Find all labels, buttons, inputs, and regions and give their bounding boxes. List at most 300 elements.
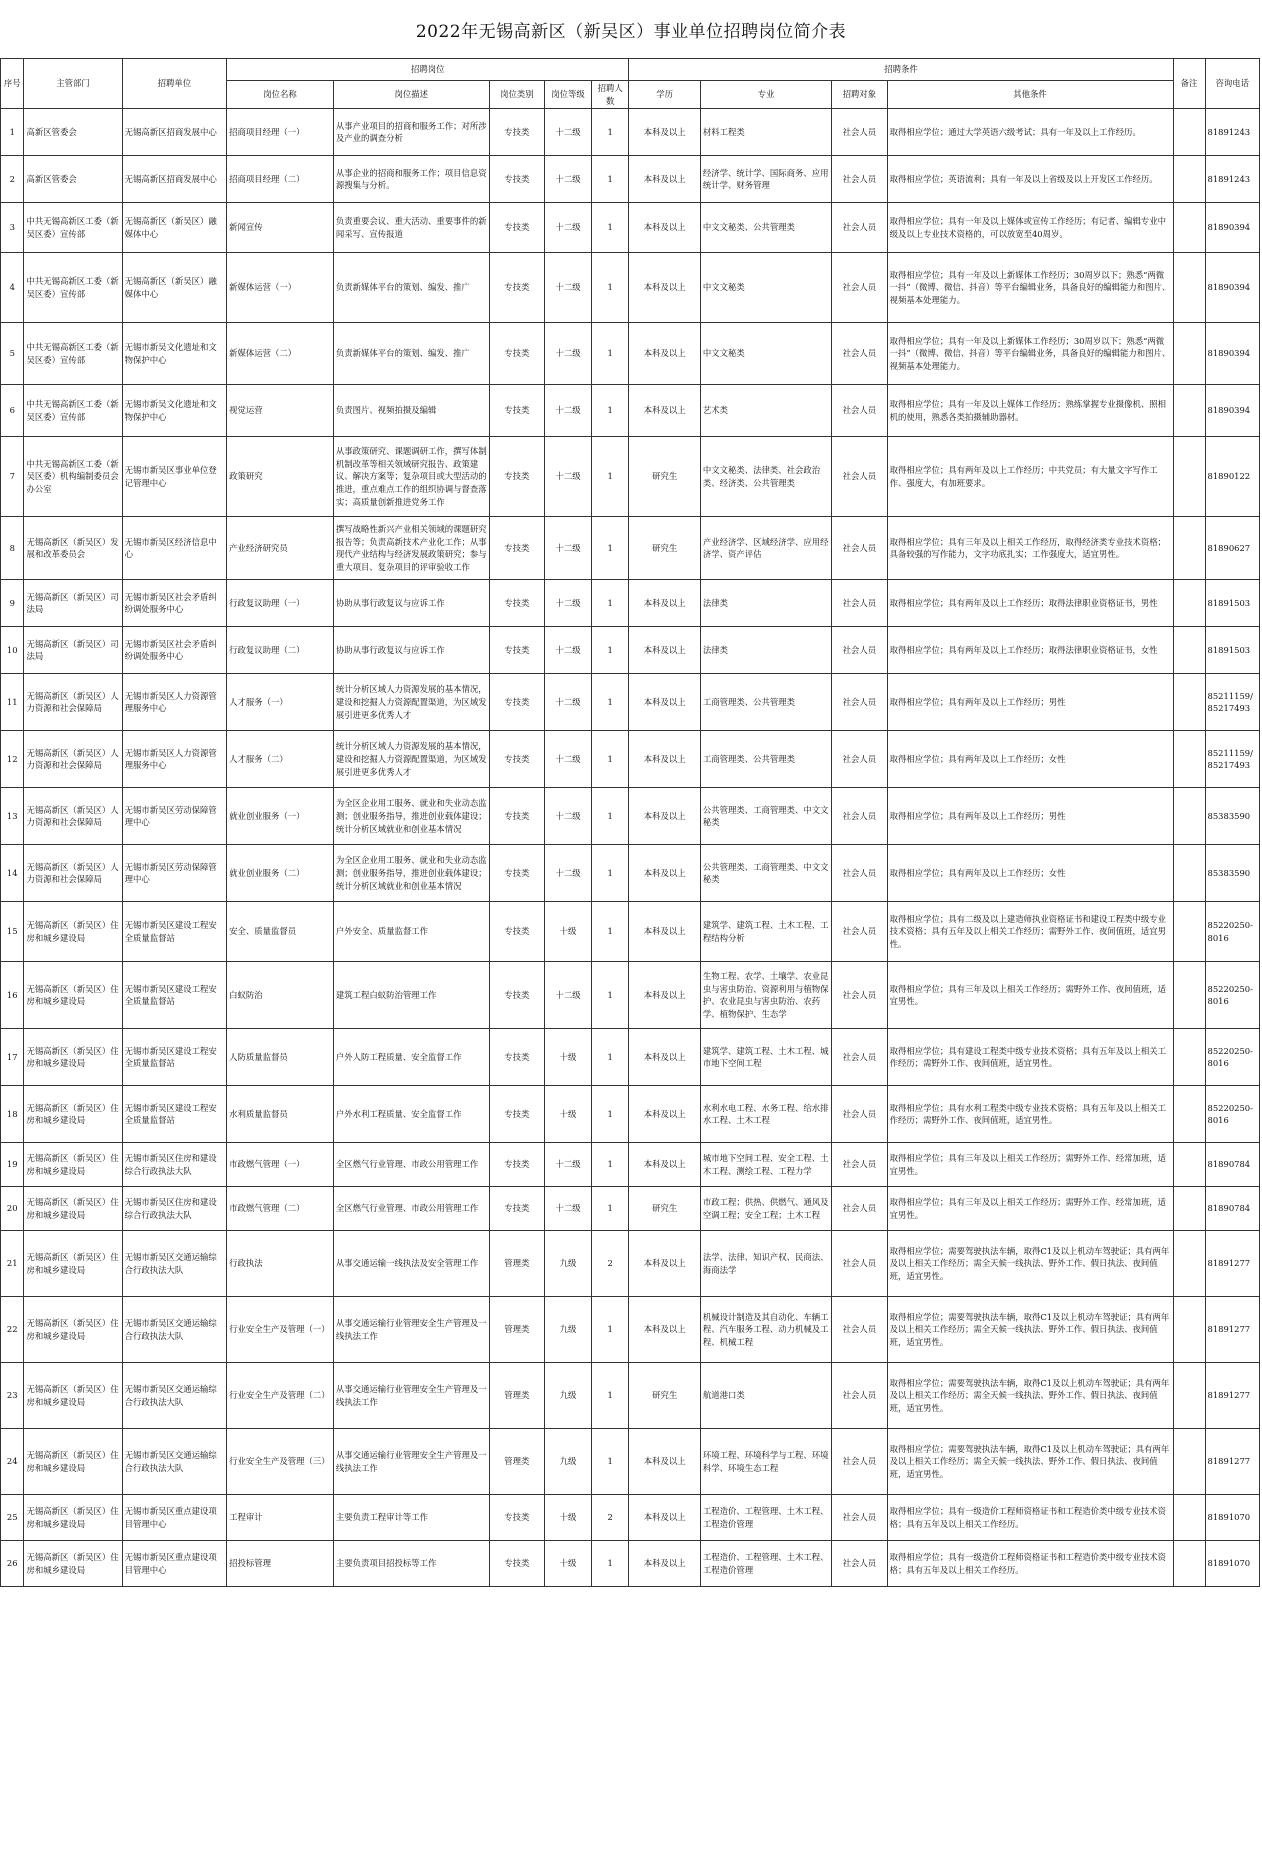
cell-remark xyxy=(1173,1495,1205,1541)
cell-remark xyxy=(1173,1187,1205,1231)
cell-target: 社会人员 xyxy=(832,962,887,1029)
cell-post-level: 十二级 xyxy=(545,845,592,902)
cell-target: 社会人员 xyxy=(832,109,887,156)
table-row xyxy=(1,437,1260,517)
cell-other: 取得相应学位；具有建设工程类中级专业技术资格；具有五年及以上相关工作经历；需野外工作、夜间值班，适宜男性。 xyxy=(887,1029,1173,1086)
cell-post-name: 工程审计 xyxy=(227,1495,334,1541)
cell-post-desc: 户外安全、质量监督工作 xyxy=(333,902,489,962)
cell-count: 1 xyxy=(592,580,629,627)
cell-dept: 无锡高新区（新吴区）发展和改革委员会 xyxy=(24,517,122,580)
cell-target: 社会人员 xyxy=(832,156,887,203)
cell-major: 法律类 xyxy=(700,580,831,627)
table-row xyxy=(1,385,1260,437)
cell-phone: 85211159/85217493 xyxy=(1205,674,1260,731)
cell-dept: 无锡高新区（新吴区）司法局 xyxy=(24,627,122,674)
cell-post-name: 人才服务（一） xyxy=(227,674,334,731)
header-major: 专业 xyxy=(700,81,831,109)
cell-dept: 无锡高新区（新吴区）住房和城乡建设局 xyxy=(24,902,122,962)
cell-post-desc: 从事交通运输行业管理安全生产管理及一线执法工作 xyxy=(333,1297,489,1363)
table-row xyxy=(1,156,1260,203)
cell-dept: 高新区管委会 xyxy=(24,156,122,203)
cell-post-desc: 从事交通运输行业管理安全生产管理及一线执法工作 xyxy=(333,1429,489,1495)
cell-seq: 8 xyxy=(1,517,24,580)
cell-post-type: 专技类 xyxy=(489,253,544,323)
cell-seq: 21 xyxy=(1,1231,24,1297)
cell-dept: 高新区管委会 xyxy=(24,109,122,156)
cell-phone: 81890394 xyxy=(1205,203,1260,253)
cell-edu: 本科及以上 xyxy=(629,902,700,962)
cell-count: 1 xyxy=(592,517,629,580)
table-row xyxy=(1,1429,1260,1495)
cell-target: 社会人员 xyxy=(832,731,887,788)
header-post-level: 岗位等级 xyxy=(545,81,592,109)
cell-post-desc: 从事交通运输行业管理安全生产管理及一线执法工作 xyxy=(333,1363,489,1429)
cell-dept: 无锡高新区（新吴区）司法局 xyxy=(24,580,122,627)
cell-post-type: 管理类 xyxy=(489,1429,544,1495)
cell-post-level: 十二级 xyxy=(545,203,592,253)
cell-remark xyxy=(1173,1086,1205,1143)
cell-post-level: 十二级 xyxy=(545,627,592,674)
cell-post-desc: 为全区企业用工服务、就业和失业动态监测；创业服务指导，推进创业载体建设；统计分析区域就业和创业基本情况 xyxy=(333,788,489,845)
cell-target: 社会人员 xyxy=(832,1029,887,1086)
cell-target: 社会人员 xyxy=(832,1231,887,1297)
cell-count: 1 xyxy=(592,962,629,1029)
cell-major: 水利水电工程、水务工程、给水排水工程、土木工程 xyxy=(700,1086,831,1143)
cell-other: 取得相应学位；具有两年及以上工作经历；女性 xyxy=(887,731,1173,788)
cell-phone: 81890627 xyxy=(1205,517,1260,580)
cell-post-desc: 从事企业的招商和服务工作；项目信息资源搜集与分析。 xyxy=(333,156,489,203)
cell-edu: 本科及以上 xyxy=(629,845,700,902)
cell-unit: 无锡市新吴区劳动保障管理中心 xyxy=(122,788,227,845)
cell-other: 取得相应学位；英语流利；具有一年及以上省级及以上开发区工作经历。 xyxy=(887,156,1173,203)
cell-post-desc: 统计分析区域人力资源发展的基本情况，建设和挖掘人力资源配置渠道，为区域发展引进更多优秀人才 xyxy=(333,731,489,788)
cell-post-desc: 为全区企业用工服务、就业和失业动态监测；创业服务指导，推进创业载体建设；统计分析区域就业和创业基本情况 xyxy=(333,845,489,902)
cell-target: 社会人员 xyxy=(832,1363,887,1429)
cell-target: 社会人员 xyxy=(832,385,887,437)
cell-edu: 本科及以上 xyxy=(629,962,700,1029)
table-row xyxy=(1,1363,1260,1429)
cell-phone: 81891243 xyxy=(1205,109,1260,156)
cell-count: 1 xyxy=(592,1187,629,1231)
cell-post-desc: 从事交通运输一线执法及安全管理工作 xyxy=(333,1231,489,1297)
cell-major: 生物工程、农学、土壤学、农业昆虫与害虫防治、资源利用与植物保护、农业昆虫与害虫防治、农药学、植物保护、生态学 xyxy=(700,962,831,1029)
cell-major: 公共管理类、工商管理类、中文文秘类 xyxy=(700,788,831,845)
cell-post-level: 十二级 xyxy=(545,788,592,845)
header-phone: 咨询电话 xyxy=(1205,59,1260,109)
cell-seq: 18 xyxy=(1,1086,24,1143)
cell-major: 工商管理类、公共管理类 xyxy=(700,674,831,731)
table-row xyxy=(1,1029,1260,1086)
cell-post-type: 专技类 xyxy=(489,1541,544,1587)
cell-edu: 本科及以上 xyxy=(629,731,700,788)
cell-post-name: 政策研究 xyxy=(227,437,334,517)
cell-post-type: 专技类 xyxy=(489,385,544,437)
cell-post-name: 人防质量监督员 xyxy=(227,1029,334,1086)
cell-post-type: 专技类 xyxy=(489,517,544,580)
header-seq: 序号 xyxy=(1,59,24,109)
cell-target: 社会人员 xyxy=(832,788,887,845)
cell-other: 取得相应学位；需要驾驶执法车辆，取得C1及以上机动车驾驶证；具有两年及以上相关工作经历；需全天候一线执法、野外工作、假日执法、夜间值班，适宜男性。 xyxy=(887,1429,1173,1495)
cell-post-type: 专技类 xyxy=(489,580,544,627)
cell-target: 社会人员 xyxy=(832,1297,887,1363)
header-edu: 学历 xyxy=(629,81,700,109)
cell-unit: 无锡市新吴区交通运输综合行政执法大队 xyxy=(122,1297,227,1363)
cell-other: 取得相应学位；具有两年及以上工作经历；男性 xyxy=(887,674,1173,731)
header-row-group xyxy=(1,59,1260,81)
cell-major: 建筑学、建筑工程、土木工程、城市地下空间工程 xyxy=(700,1029,831,1086)
cell-major: 公共管理类、工商管理类、中文文秘类 xyxy=(700,845,831,902)
cell-major: 机械设计制造及其自动化、车辆工程、汽车服务工程、动力机械及工程、机械工程 xyxy=(700,1297,831,1363)
cell-unit: 无锡市新吴区建设工程安全质量监督站 xyxy=(122,902,227,962)
cell-post-type: 管理类 xyxy=(489,1297,544,1363)
cell-target: 社会人员 xyxy=(832,580,887,627)
cell-major: 工程造价、工程管理、土木工程、工程造价管理 xyxy=(700,1541,831,1587)
table-body xyxy=(1,109,1260,1587)
cell-post-desc: 负责图片、视频拍摄及编辑 xyxy=(333,385,489,437)
cell-post-type: 专技类 xyxy=(489,1143,544,1187)
cell-remark xyxy=(1173,1231,1205,1297)
cell-seq: 12 xyxy=(1,731,24,788)
cell-seq: 19 xyxy=(1,1143,24,1187)
cell-post-name: 行业安全生产及管理（二） xyxy=(227,1363,334,1429)
cell-edu: 研究生 xyxy=(629,1187,700,1231)
cell-post-name: 就业创业服务（一） xyxy=(227,788,334,845)
cell-target: 社会人员 xyxy=(832,1086,887,1143)
cell-phone: 81891243 xyxy=(1205,156,1260,203)
cell-dept: 无锡高新区（新吴区）住房和城乡建设局 xyxy=(24,1541,122,1587)
cell-target: 社会人员 xyxy=(832,437,887,517)
cell-dept: 中共无锡高新区工委（新吴区委）宣传部 xyxy=(24,203,122,253)
cell-post-desc: 撰写战略性新兴产业相关领域的课题研究报告等；负责高新技术产业化工作；从事现代产业结构与经济发展政策研究；参与重大项目、复杂项目的评审验收工作 xyxy=(333,517,489,580)
cell-major: 中文文秘类、法律类、社会政治类、经济类、公共管理类 xyxy=(700,437,831,517)
cell-post-type: 专技类 xyxy=(489,962,544,1029)
cell-count: 1 xyxy=(592,788,629,845)
cell-remark xyxy=(1173,1363,1205,1429)
table-row xyxy=(1,627,1260,674)
cell-post-name: 市政燃气管理（二） xyxy=(227,1187,334,1231)
cell-remark xyxy=(1173,156,1205,203)
cell-phone: 81891503 xyxy=(1205,580,1260,627)
cell-count: 1 xyxy=(592,1143,629,1187)
cell-post-type: 专技类 xyxy=(489,674,544,731)
cell-target: 社会人员 xyxy=(832,1495,887,1541)
cell-target: 社会人员 xyxy=(832,627,887,674)
cell-seq: 4 xyxy=(1,253,24,323)
cell-edu: 本科及以上 xyxy=(629,674,700,731)
cell-other: 取得相应学位；具有一年及以上媒体或宣传工作经历；有记者、编辑专业中级及以上专业技术资格的，可以放宽至40周岁。 xyxy=(887,203,1173,253)
cell-post-desc: 主要负责工程审计等工作 xyxy=(333,1495,489,1541)
cell-post-level: 十二级 xyxy=(545,674,592,731)
cell-seq: 22 xyxy=(1,1297,24,1363)
header-remark: 备注 xyxy=(1173,59,1205,109)
table-row xyxy=(1,109,1260,156)
cell-dept: 无锡高新区（新吴区）人力资源和社会保障局 xyxy=(24,788,122,845)
page-title: 2022年无锡高新区（新吴区）事业单位招聘岗位简介表 xyxy=(415,21,847,42)
cell-edu: 本科及以上 xyxy=(629,580,700,627)
cell-major: 航道港口类 xyxy=(700,1363,831,1429)
cell-unit: 无锡市新吴区建设工程安全质量监督站 xyxy=(122,962,227,1029)
cell-phone: 81891277 xyxy=(1205,1231,1260,1297)
cell-seq: 17 xyxy=(1,1029,24,1086)
cell-remark xyxy=(1173,1143,1205,1187)
cell-post-desc: 全区燃气行业管理、市政公用管理工作 xyxy=(333,1187,489,1231)
cell-edu: 本科及以上 xyxy=(629,156,700,203)
cell-unit: 无锡市新吴区劳动保障管理中心 xyxy=(122,845,227,902)
cell-dept: 无锡高新区（新吴区）人力资源和社会保障局 xyxy=(24,674,122,731)
recruitment-table xyxy=(0,58,1260,1587)
table-row xyxy=(1,1143,1260,1187)
cell-post-type: 专技类 xyxy=(489,627,544,674)
cell-seq: 20 xyxy=(1,1187,24,1231)
cell-phone: 81890122 xyxy=(1205,437,1260,517)
cell-remark xyxy=(1173,902,1205,962)
cell-unit: 无锡市新吴区经济信息中心 xyxy=(122,517,227,580)
cell-other: 取得相应学位；通过大学英语六级考试；具有一年及以上工作经历。 xyxy=(887,109,1173,156)
cell-remark xyxy=(1173,385,1205,437)
cell-seq: 23 xyxy=(1,1363,24,1429)
cell-remark xyxy=(1173,580,1205,627)
cell-post-type: 专技类 xyxy=(489,1029,544,1086)
cell-post-desc: 从事政策研究、课题调研工作，撰写体制机制改革等相关领域研究报告、政策建议、解决方案等；复杂项目或大型活动的推进，重点难点工作的组织协调与督查落实；高质量创新推进党务工作 xyxy=(333,437,489,517)
cell-count: 1 xyxy=(592,731,629,788)
cell-phone: 81891277 xyxy=(1205,1429,1260,1495)
cell-other: 取得相应学位；具有两年及以上工作经历；中共党员；有大量文字写作工作、强度大，有加班要求。 xyxy=(887,437,1173,517)
cell-post-name: 行政复议助理（二） xyxy=(227,627,334,674)
cell-remark xyxy=(1173,1029,1205,1086)
cell-dept: 无锡高新区（新吴区）住房和城乡建设局 xyxy=(24,1086,122,1143)
cell-remark xyxy=(1173,1297,1205,1363)
cell-post-level: 十级 xyxy=(545,1086,592,1143)
cell-unit: 无锡高新区招商发展中心 xyxy=(122,156,227,203)
table-row xyxy=(1,674,1260,731)
cell-count: 1 xyxy=(592,385,629,437)
cell-seq: 15 xyxy=(1,902,24,962)
cell-edu: 本科及以上 xyxy=(629,253,700,323)
cell-post-type: 专技类 xyxy=(489,323,544,385)
cell-count: 1 xyxy=(592,902,629,962)
cell-post-name: 行业安全生产及管理（三） xyxy=(227,1429,334,1495)
cell-post-type: 专技类 xyxy=(489,1086,544,1143)
cell-remark xyxy=(1173,674,1205,731)
cell-post-desc: 从事产业项目的招商和服务工作；对所涉及产业的调查分析 xyxy=(333,109,489,156)
cell-post-type: 专技类 xyxy=(489,203,544,253)
header-post-desc: 岗位描述 xyxy=(333,81,489,109)
cell-count: 1 xyxy=(592,437,629,517)
cell-other: 取得相应学位；具有两年及以上工作经历；女性 xyxy=(887,845,1173,902)
cell-post-level: 十级 xyxy=(545,1495,592,1541)
table-row xyxy=(1,517,1260,580)
cell-edu: 本科及以上 xyxy=(629,1429,700,1495)
cell-other: 取得相应学位；需要驾驶执法车辆，取得C1及以上机动车驾驶证；具有两年及以上相关工作经历；需全天候一线执法、野外工作、假日执法、夜间值班，适宜男性。 xyxy=(887,1363,1173,1429)
cell-major: 工商管理类、公共管理类 xyxy=(700,731,831,788)
cell-post-level: 九级 xyxy=(545,1297,592,1363)
header-unit: 招聘单位 xyxy=(122,59,227,109)
cell-unit: 无锡市新吴区事业单位登记管理中心 xyxy=(122,437,227,517)
cell-major: 经济学、统计学、国际商务、应用统计学、财务管理 xyxy=(700,156,831,203)
cell-count: 1 xyxy=(592,1029,629,1086)
cell-other: 取得相应学位；具有一级造价工程师资格证书和工程造价类中级专业技术资格；具有五年及以上相关工作经历。 xyxy=(887,1541,1173,1587)
cell-other: 取得相应学位；具有一年及以上新媒体工作经历；30周岁以下；熟悉“两微一抖”（微博、微信、抖音）等平台编辑业务，具备良好的编辑能力和图片、视频基本处理能力。 xyxy=(887,323,1173,385)
cell-post-name: 行政执法 xyxy=(227,1231,334,1297)
cell-dept: 无锡高新区（新吴区）住房和城乡建设局 xyxy=(24,1297,122,1363)
cell-other: 取得相应学位；具有一级造价工程师资格证书和工程造价类中级专业技术资格；具有五年及以上相关工作经历。 xyxy=(887,1495,1173,1541)
cell-edu: 本科及以上 xyxy=(629,1495,700,1541)
cell-phone: 81890784 xyxy=(1205,1143,1260,1187)
cell-unit: 无锡市新吴区人力资源管理服务中心 xyxy=(122,731,227,788)
cell-post-name: 招商项目经理（二） xyxy=(227,156,334,203)
cell-phone: 81891503 xyxy=(1205,627,1260,674)
cell-dept: 中共无锡高新区工委（新吴区委）宣传部 xyxy=(24,385,122,437)
cell-seq: 14 xyxy=(1,845,24,902)
cell-seq: 5 xyxy=(1,323,24,385)
cell-other: 取得相应学位；具有两年及以上工作经历；男性 xyxy=(887,788,1173,845)
cell-phone: 85383590 xyxy=(1205,788,1260,845)
cell-post-level: 十二级 xyxy=(545,962,592,1029)
cell-target: 社会人员 xyxy=(832,203,887,253)
table-row xyxy=(1,1086,1260,1143)
cell-dept: 无锡高新区（新吴区）住房和城乡建设局 xyxy=(24,1187,122,1231)
cell-count: 1 xyxy=(592,845,629,902)
table-row xyxy=(1,1541,1260,1587)
cell-major: 法律类 xyxy=(700,627,831,674)
cell-major: 法学、法律、知识产权、民商法、海商法学 xyxy=(700,1231,831,1297)
cell-post-level: 十二级 xyxy=(545,323,592,385)
cell-phone: 85220250-8016 xyxy=(1205,902,1260,962)
cell-other: 取得相应学位；具有三年及以上相关工作经历；需野外工作、经常加班，适宜男性。 xyxy=(887,1187,1173,1231)
cell-seq: 16 xyxy=(1,962,24,1029)
cell-unit: 无锡市新吴区重点建设项目管理中心 xyxy=(122,1541,227,1587)
cell-other: 取得相应学位；具有三年及以上相关工作经历，取得经济类专业技术资格；具备较强的写作能力，文字功底扎实；工作强度大，适宜男性。 xyxy=(887,517,1173,580)
cell-post-desc: 协助从事行政复议与应诉工作 xyxy=(333,580,489,627)
cell-dept: 无锡高新区（新吴区）住房和城乡建设局 xyxy=(24,1495,122,1541)
table-row xyxy=(1,962,1260,1029)
cell-phone: 81890784 xyxy=(1205,1187,1260,1231)
cell-post-type: 专技类 xyxy=(489,1495,544,1541)
cell-seq: 24 xyxy=(1,1429,24,1495)
cell-post-name: 新闻宣传 xyxy=(227,203,334,253)
cell-target: 社会人员 xyxy=(832,902,887,962)
cell-post-name: 市政燃气管理（一） xyxy=(227,1143,334,1187)
cell-major: 环境工程、环境科学与工程、环境科学、环境生态工程 xyxy=(700,1429,831,1495)
cell-dept: 无锡高新区（新吴区）人力资源和社会保障局 xyxy=(24,731,122,788)
cell-remark xyxy=(1173,437,1205,517)
cell-phone: 81890394 xyxy=(1205,323,1260,385)
cell-post-desc: 全区燃气行业管理、市政公用管理工作 xyxy=(333,1143,489,1187)
cell-phone: 81891277 xyxy=(1205,1297,1260,1363)
cell-unit: 无锡高新区（新吴区）融媒体中心 xyxy=(122,253,227,323)
table-row xyxy=(1,845,1260,902)
cell-target: 社会人员 xyxy=(832,517,887,580)
cell-post-type: 专技类 xyxy=(489,845,544,902)
header-post-group: 招聘岗位 xyxy=(227,59,629,81)
cell-other: 取得相应学位；具有两年及以上工作经历；取得法律职业资格证书，女性 xyxy=(887,627,1173,674)
cell-post-name: 视觉运营 xyxy=(227,385,334,437)
cell-dept: 无锡高新区（新吴区）住房和城乡建设局 xyxy=(24,1143,122,1187)
cell-unit: 无锡市新吴区建设工程安全质量监督站 xyxy=(122,1086,227,1143)
cell-phone: 85220250-8016 xyxy=(1205,1086,1260,1143)
cell-post-desc: 负责新媒体平台的策划、编发、推广 xyxy=(333,253,489,323)
cell-post-name: 行业安全生产及管理（一） xyxy=(227,1297,334,1363)
cell-post-level: 十二级 xyxy=(545,1143,592,1187)
cell-seq: 13 xyxy=(1,788,24,845)
cell-remark xyxy=(1173,731,1205,788)
cell-dept: 无锡高新区（新吴区）住房和城乡建设局 xyxy=(24,1429,122,1495)
cell-post-desc: 负责新媒体平台的策划、编发、推广 xyxy=(333,323,489,385)
cell-post-level: 十二级 xyxy=(545,731,592,788)
cell-count: 1 xyxy=(592,1541,629,1587)
cell-seq: 3 xyxy=(1,203,24,253)
cell-phone: 81891070 xyxy=(1205,1541,1260,1587)
table-row xyxy=(1,1187,1260,1231)
cell-major: 中文文秘类 xyxy=(700,323,831,385)
cell-post-name: 新媒体运营（一） xyxy=(227,253,334,323)
cell-post-type: 管理类 xyxy=(489,1363,544,1429)
cell-post-desc: 建筑工程白蚁防治管理工作 xyxy=(333,962,489,1029)
cell-unit: 无锡市新吴区社会矛盾纠纷调处服务中心 xyxy=(122,580,227,627)
cell-edu: 本科及以上 xyxy=(629,1541,700,1587)
cell-remark xyxy=(1173,203,1205,253)
cell-other: 取得相应学位；具有一年及以上媒体工作经历；熟练掌握专业摄像机、照相机的使用，熟悉各类拍摄辅助器材。 xyxy=(887,385,1173,437)
cell-post-name: 安全、质量监督员 xyxy=(227,902,334,962)
cell-target: 社会人员 xyxy=(832,323,887,385)
cell-post-type: 专技类 xyxy=(489,902,544,962)
cell-phone: 81891070 xyxy=(1205,1495,1260,1541)
cell-post-name: 新媒体运营（二） xyxy=(227,323,334,385)
table-row xyxy=(1,902,1260,962)
cell-phone: 85211159/85217493 xyxy=(1205,731,1260,788)
cell-target: 社会人员 xyxy=(832,1429,887,1495)
cell-target: 社会人员 xyxy=(832,1143,887,1187)
cell-seq: 25 xyxy=(1,1495,24,1541)
cell-target: 社会人员 xyxy=(832,1187,887,1231)
cell-other: 取得相应学位；具有一年及以上新媒体工作经历；30周岁以下；熟悉“两微一抖”（微博、微信、抖音）等平台编辑业务，具备良好的编辑能力和图片、视频基本处理能力。 xyxy=(887,253,1173,323)
cell-edu: 本科及以上 xyxy=(629,109,700,156)
cell-post-level: 十二级 xyxy=(545,580,592,627)
cell-major: 产业经济学、区域经济学、应用经济学、资产评估 xyxy=(700,517,831,580)
cell-count: 2 xyxy=(592,1495,629,1541)
cell-other: 取得相应学位；具有三年及以上相关工作经历；需野外工作、夜间值班，适宜男性。 xyxy=(887,962,1173,1029)
cell-phone: 85220250-8016 xyxy=(1205,1029,1260,1086)
cell-seq: 9 xyxy=(1,580,24,627)
cell-remark xyxy=(1173,323,1205,385)
cell-seq: 26 xyxy=(1,1541,24,1587)
cell-count: 1 xyxy=(592,156,629,203)
cell-edu: 本科及以上 xyxy=(629,1086,700,1143)
cell-major: 艺术类 xyxy=(700,385,831,437)
cell-other: 取得相应学位；具有三年及以上相关工作经历；需野外工作、经常加班，适宜男性。 xyxy=(887,1143,1173,1187)
table-row xyxy=(1,203,1260,253)
cell-phone: 85220250-8016 xyxy=(1205,962,1260,1029)
cell-post-name: 招商项目经理（一） xyxy=(227,109,334,156)
cell-phone: 81891277 xyxy=(1205,1363,1260,1429)
cell-unit: 无锡市新吴区交通运输综合行政执法大队 xyxy=(122,1231,227,1297)
cell-other: 取得相应学位；具有二级及以上建造师执业资格证书和建设工程类中级专业技术资格；具有五年及以上相关工作经历；需野外工作、夜间值班，适宜男性。 xyxy=(887,902,1173,962)
cell-unit: 无锡市新吴区人力资源管理服务中心 xyxy=(122,674,227,731)
table-row xyxy=(1,1495,1260,1541)
cell-remark xyxy=(1173,962,1205,1029)
cell-post-type: 专技类 xyxy=(489,731,544,788)
cell-post-level: 九级 xyxy=(545,1429,592,1495)
cell-count: 1 xyxy=(592,1363,629,1429)
cell-post-level: 十级 xyxy=(545,1029,592,1086)
cell-seq: 10 xyxy=(1,627,24,674)
cell-phone: 81890394 xyxy=(1205,385,1260,437)
cell-unit: 无锡市新吴区社会矛盾纠纷调处服务中心 xyxy=(122,627,227,674)
cell-unit: 无锡高新区招商发展中心 xyxy=(122,109,227,156)
cell-remark xyxy=(1173,517,1205,580)
cell-other: 取得相应学位；需要驾驶执法车辆，取得C1及以上机动车驾驶证；具有两年及以上相关工作经历；需全天候一线执法、野外工作、假日执法、夜间值班，适宜男性。 xyxy=(887,1231,1173,1297)
cell-post-level: 十级 xyxy=(545,1541,592,1587)
